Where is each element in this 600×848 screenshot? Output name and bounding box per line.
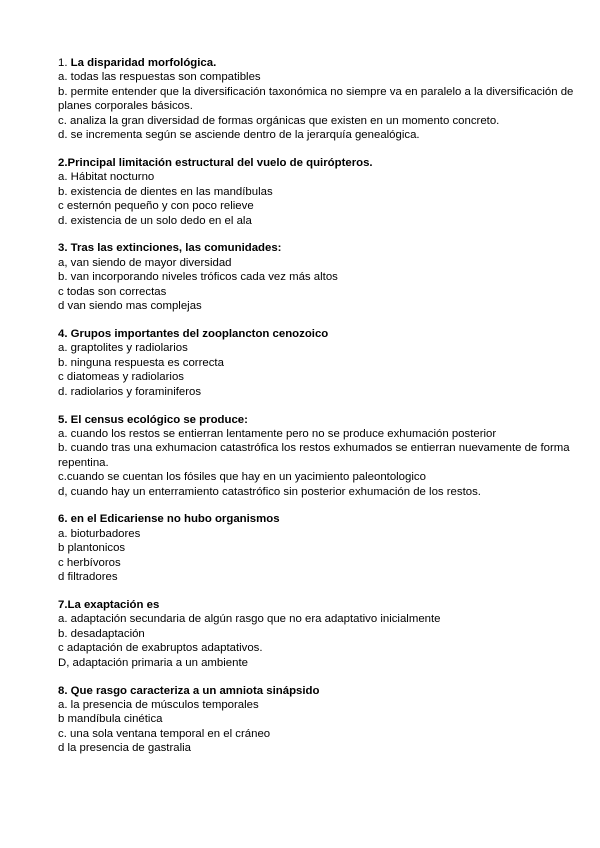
answer-option: c esternón pequeño y con poco relieve: [58, 200, 254, 213]
answer-option: c. analiza la gran diversidad de formas orgánicas que existen en un momento concreto.: [58, 114, 500, 127]
question-title: 4. Grupos importantes del zooplancton cenozoico: [58, 328, 329, 340]
answer-option: a. bioturbadores: [58, 527, 141, 540]
question-list: [58, 56, 578, 769]
answer-option: a. adaptación secundaria de algún rasgo que no era adaptativo inicialmente: [58, 613, 441, 626]
question-title: 7.La exaptación es: [58, 599, 160, 611]
question-title-text: La disparidad morfológica.: [70, 57, 217, 69]
answer-option: b. van incorporando niveles tróficos cada vez más altos: [58, 271, 338, 284]
question-title: 5. El census ecológico se produce:: [58, 413, 248, 426]
answer-option: c adaptación de exabruptos adaptativos.: [58, 642, 263, 655]
answer-option: c herbívoros: [58, 556, 121, 569]
question-1: [58, 56, 578, 142]
answer-option: b mandíbula cinética: [58, 713, 163, 726]
answer-option: d. se incrementa según se asciende dentro de la jerarquía genealógica.: [58, 129, 420, 142]
answer-option: b. desadaptación: [58, 627, 145, 640]
question-6: [58, 512, 578, 584]
answer-option: b. ninguna respuesta es correcta: [58, 356, 224, 369]
question-4: [58, 327, 578, 399]
answer-option: d filtradores: [58, 571, 118, 584]
answer-option: a. cuando los restos se entierran lentamente pero no se produce exhumación posterior: [58, 427, 497, 440]
answer-option: b. existencia de dientes en las mandíbulas: [58, 185, 273, 198]
answer-option: d. existencia de un solo dedo en el ala: [58, 214, 252, 227]
answer-option: b plantonicos: [58, 542, 126, 555]
question-2: [58, 156, 578, 228]
question-3: [58, 241, 578, 313]
answer-option: d, cuando hay un enterramiento catastrófico sin posterior exhumación de los restos.: [58, 485, 481, 498]
question-title: 6. en el Edicariense no hubo organismos: [58, 513, 280, 526]
answer-option: a. graptolites y radiolarios: [58, 342, 188, 355]
question-number: 1.: [58, 57, 68, 69]
answer-option: D, adaptación primaria a un ambiente: [58, 656, 248, 669]
answer-option: c. una sola ventana temporal en el cráneo: [58, 727, 271, 740]
question-8: [58, 684, 578, 756]
answer-option: c diatomeas y radiolarios: [58, 371, 184, 384]
question-5: [58, 413, 578, 499]
question-7: [58, 598, 578, 670]
answer-option: b. cuando tras una exhumacion catastrófica los restos exhumados se entierran nuevamente de forma repentina.: [58, 442, 570, 469]
answer-option: a. Hábitat nocturno: [58, 171, 155, 184]
answer-option: d la presencia de gastralia: [58, 742, 191, 755]
question-title: 3. Tras las extinciones, las comunidades:: [58, 242, 282, 255]
answer-option: a. todas las respuestas son compatibles: [58, 71, 261, 84]
answer-option: d van siendo mas complejas: [58, 300, 202, 313]
answer-option: d. radiolarios y foraminiferos: [58, 385, 202, 398]
question-title: [58, 56, 578, 70]
answer-option: c todas son correctas: [58, 285, 167, 298]
answer-option: a. la presencia de músculos temporales: [58, 698, 259, 711]
question-title: 8. Que rasgo caracteriza a un amniota sinápsido: [58, 684, 320, 697]
answer-option: a, van siendo de mayor diversidad: [58, 256, 232, 269]
question-title: 2.Principal limitación estructural del vuelo de quirópteros.: [58, 156, 373, 169]
answer-option: b. permite entender que la diversificación taxonómica no siempre va en paralelo a la diversificación de planes corporales básicos.: [58, 85, 574, 113]
answer-option: c.cuando se cuentan los fósiles que hay en un yacimiento paleontologico: [58, 471, 426, 484]
